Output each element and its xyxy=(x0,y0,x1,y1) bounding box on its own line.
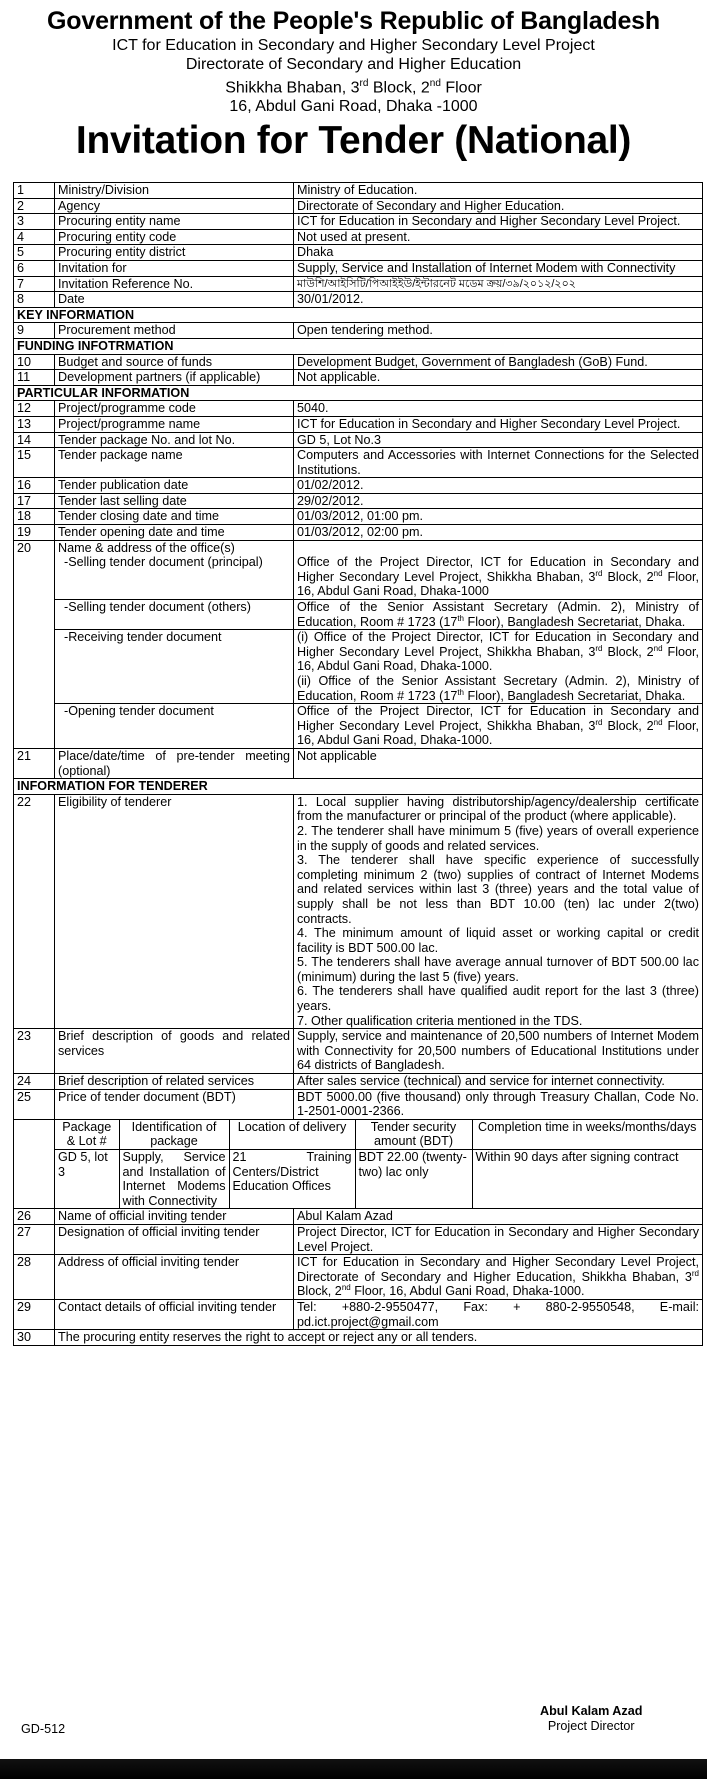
section-heading: INFORMATION FOR TENDERER xyxy=(14,779,703,795)
package-table-data: GD 5, lot 3 Supply, Service and Installation of Internet Modems with Connectivity 21 Training Centers/District Education Offices BDT 22.00 (twenty-two) lac only Within 90 days after signing contract xyxy=(55,1150,702,1209)
notice-header xyxy=(0,0,707,164)
table-row: 8 Date 30/01/2012. xyxy=(14,292,703,308)
table-row: -Opening tender document Office of the Project Director, ICT for Education in Secondary and Higher Secondary Level Project, Shikkha Bhaban, 3rd Block, 2nd Floor, 16, Abdul Gani Road, Dhaka-1000. xyxy=(14,704,703,749)
signature-block xyxy=(540,1704,642,1734)
project-name: ICT for Education in Secondary and Higher Secondary Level Project xyxy=(112,37,595,54)
table-row: 30 The procuring entity reserves the right to accept or reject any or all tenders. xyxy=(14,1330,703,1346)
tender-table xyxy=(13,182,703,1346)
table-row: 25 Price of tender document (BDT) BDT 5000.00 (five thousand) only through Treasury Challan, Code No. 1-2501-0001-2366. xyxy=(14,1089,703,1119)
government-title: Government of the People's Republic of Bangladesh xyxy=(47,7,660,35)
table-row: 13 Project/programme name ICT for Education in Secondary and Higher Secondary Level Project. xyxy=(14,416,703,432)
table-row: -Selling tender document (principal) Office of the Project Director, ICT for Education in Secondary and Higher Secondary Level Project, Shikkha Bhaban, 3rd Block, 2nd Floor, 16, Abdul Gani Road, Dhaka-1000 xyxy=(14,555,703,599)
table-row: 9 Procurement method Open tendering method. xyxy=(14,323,703,339)
table-row: 1 Ministry/Division Ministry of Education. xyxy=(14,183,703,199)
table-row: 21 Place/date/time of pre-tender meeting (optional) Not applicable xyxy=(14,748,703,778)
table-row: 3 Procuring entity name ICT for Education in Secondary and Higher Secondary Level Project. xyxy=(14,214,703,230)
scan-edge xyxy=(0,1759,707,1779)
table-row: 23 Brief description of goods and related services Supply, service and maintenance of 20,500 numbers of Internet Modem with Connectivity for 20,500 numbers of Educational Institutions under 64 districts of Bangladesh. xyxy=(14,1029,703,1074)
table-row: 20 Name & address of the office(s) xyxy=(14,540,703,555)
table-row: 12 Project/programme code 5040. xyxy=(14,401,703,417)
signatory-name: Abul Kalam Azad xyxy=(540,1704,643,1718)
directorate-name: Directorate of Secondary and Higher Education xyxy=(185,56,522,73)
table-row: 10 Budget and source of funds Development Budget, Government of Bangladesh (GoB) Fund. xyxy=(14,354,703,370)
table-row: 5 Procuring entity district Dhaka xyxy=(14,245,703,261)
table-row: 18 Tender closing date and time 01/03/2012, 01:00 pm. xyxy=(14,509,703,525)
table-row: 28 Address of official inviting tender ICT for Education in Secondary and Higher Secondary Level Project, Directorate of Secondary and Higher Education, Shikkha Bhaban, 3rd Block, 2nd Floor, 16, Abdul Gani Road, Dhaka-1000. xyxy=(14,1255,703,1300)
table-row: 24 Brief description of related services After sales service (technical) and service for internet connectivity. xyxy=(14,1074,703,1090)
table-row: 27 Designation of official inviting tender Project Director, ICT for Education in Secondary and Higher Secondary Level Project. xyxy=(14,1224,703,1254)
eligibility-criteria: 1. Local supplier having distributorship/agency/dealership certificate from the manufacturer or principal of the product (where applicable). 2. The tenderer shall have minimum 5 (five) years of overall experience in the supply of goods and related services. 3. The tenderer shall have specific experience of successfully completing minimum 2 (two) supplies of contract of Internet Modems and related services within last 3 (three) years and the total value of supply shall be not less than BDT 10.00 (ten) lac under 2(two) contracts. 4. The minimum amount of liquid asset or working capital or credit facility is BDT 500.00 lac. 5. The tenderers shall have average annual turnover of BDT 500.00 lac (minimum) during the last 5 (five) years. 6. The tenderers shall have qualified audit report for the last 3 (three) years. 7. Other qualification criteria mentioned in the TDS. xyxy=(294,794,703,1029)
package-table xyxy=(55,1120,702,1209)
reference-number: মাউশি/আইসিটি/পিআইইউ/ইন্টারনেট মডেম ক্রয়/৩৯/২০১২/২০২ xyxy=(294,276,703,292)
invitation-heading: Invitation for Tender (National) xyxy=(75,119,632,163)
signatory-title: Project Director xyxy=(547,1719,635,1733)
contact-details: Tel: +880-2-9550477, Fax: + 880-2-9550548, E-mail: pd.ict.project@gmail.com xyxy=(294,1299,703,1329)
section-heading: KEY INFORMATION xyxy=(14,307,703,323)
table-row: 6 Invitation for Supply, Service and Installation of Internet Modem with Connectivity xyxy=(14,260,703,276)
table-row: 15 Tender package name Computers and Accessories with Internet Connections for the Selected Institutions. xyxy=(14,448,703,478)
table-row: -Receiving tender document (i) Office of the Project Director, ICT for Education in Secondary and Higher Secondary Level Project, Shikkha Bhaban, 3rd Block, 2nd Floor, 16, Abdul Gani Road, Dhaka-1000. (ii) Office of the Senior Assistant Secretary (Admin. 2), Ministry of Education, Room # 1723 (17th Floor), Bangladesh Secretariat, Dhaka. xyxy=(14,630,703,704)
section-heading: FUNDING INFOTRMATION xyxy=(14,338,703,354)
table-row: 26 Name of official inviting tender Abul Kalam Azad xyxy=(14,1209,703,1225)
table-row: -Selling tender document (others) Office of the Senior Assistant Secretary (Admin. 2), Ministry of Education, Room # 1723 (17th Floor), Bangladesh Secretariat, Dhaka. xyxy=(14,600,703,630)
package-table-header: Package & Lot # Identification of package Location of delivery Tender security amount (BDT) Completion time in weeks/months/days xyxy=(55,1120,702,1150)
table-row: 4 Procuring entity code Not used at present. xyxy=(14,229,703,245)
table-row: 14 Tender package No. and lot No. GD 5, Lot No.3 xyxy=(14,432,703,448)
table-row: 29 Contact details of official inviting tender Tel: +880-2-9550477, Fax: + 880-2-9550548, E-mail: pd.ict.project@gmail.com xyxy=(14,1299,703,1329)
table-row: 2 Agency Directorate of Secondary and Higher Education. xyxy=(14,198,703,214)
table-row: 7 Invitation Reference No. মাউশি/আইসিটি/পিআইইউ/ইন্টারনেট মডেম ক্রয়/৩৯/২০১২/২০২ xyxy=(14,276,703,292)
address-line-2: 16, Abdul Gani Road, Dhaka -1000 xyxy=(229,98,478,116)
table-row: 17 Tender last selling date 29/02/2012. xyxy=(14,493,703,509)
table-row: 16 Tender publication date 01/02/2012. xyxy=(14,478,703,494)
address-line-1: Shikkha Bhaban, 3rd Block, 2nd Floor xyxy=(225,78,482,97)
document-code: GD-512 xyxy=(21,1722,66,1736)
table-row: 22 Eligibility of tenderer 1. Local supplier having distributorship/agency/dealership certificate from the manufacturer or principal of the product (where applicable). 2. The tenderer shall have minimum 5 (five) years of overall experience in the supply of goods and related services. 3. The tenderer shall have specific experience of successfully completing minimum 2 (two) supplies of contract of Internet Modems and related services within last 3 (three) years and the total value of supply shall be not less than BDT 10.00 (ten) lac under 2(two) contracts. 4. The minimum amount of liquid asset or working capital or credit facility is BDT 500.00 lac. 5. The tenderers shall have average annual turnover of BDT 500.00 lac (minimum) during the last 5 (five) years. 6. The tenderers shall have qualified audit report for the last 3 (three) years. 7. Other qualification criteria mentioned in the TDS. xyxy=(14,794,703,1029)
table-row: 11 Development partners (if applicable) Not applicable. xyxy=(14,370,703,386)
section-heading: PARTICULAR INFORMATION xyxy=(14,385,703,401)
package-table-row xyxy=(14,1119,703,1209)
table-row: 19 Tender opening date and time 01/03/2012, 02:00 pm. xyxy=(14,525,703,541)
